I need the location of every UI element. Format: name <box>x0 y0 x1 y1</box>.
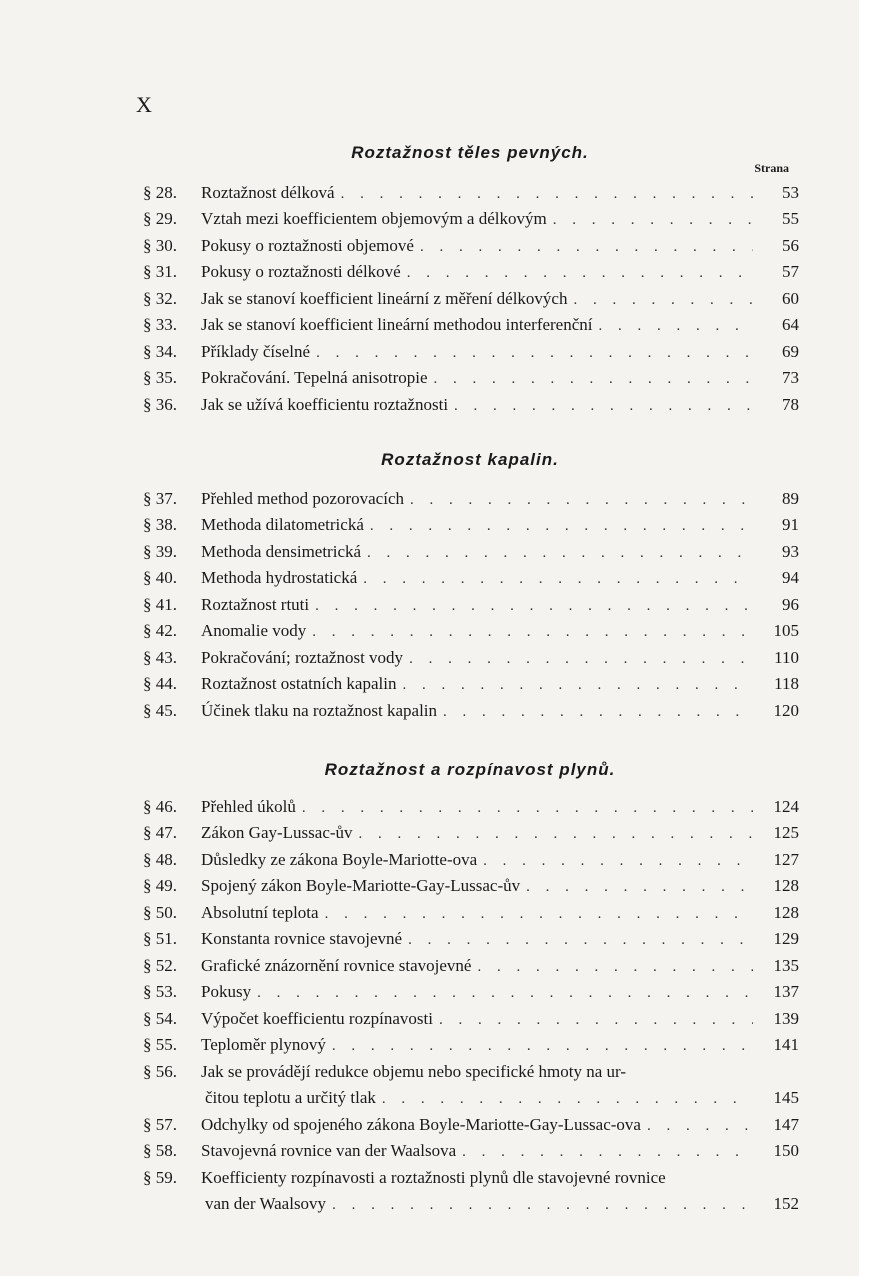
page-reference: 120 <box>773 700 799 720</box>
toc-entry <box>143 668 799 695</box>
entry-title: Příklady číselné <box>201 341 311 361</box>
entry-title: Methoda dilatometrická <box>201 515 364 534</box>
toc-entry <box>143 588 799 615</box>
entry-title-continued: van der Waalsovy <box>205 1194 327 1213</box>
toc-entry-row <box>143 976 799 1003</box>
toc-entry <box>143 282 799 309</box>
entry-title: Pokračování. Tepelná anisotropie <box>201 368 428 387</box>
toc-entry-row <box>143 668 799 695</box>
toc-entry-row <box>143 388 799 415</box>
page-reference: 128 <box>773 902 799 922</box>
toc-entry <box>143 949 799 976</box>
dot-leader <box>332 1038 753 1055</box>
entry-title: Vztah mezi koefficientem objemovým a délkovým <box>201 209 547 228</box>
section-number: § 35. <box>143 368 177 387</box>
page-reference: 135 <box>773 955 799 975</box>
entry-title: Koefficienty rozpínavosti a roztažnosti plynů dle stavojevné rovnice <box>201 1167 666 1187</box>
toc-entry <box>143 1055 799 1108</box>
page-reference: 78 <box>782 394 799 414</box>
entry-title: Stavojevná rovnice van der Waalsova <box>201 1141 457 1160</box>
page-reference: 93 <box>782 541 799 561</box>
toc-entry <box>143 976 799 1003</box>
toc-entry-row <box>143 176 799 203</box>
section-number: § 31. <box>143 262 177 281</box>
section-number: § 39. <box>143 541 177 561</box>
section-number: § 54. <box>143 1008 177 1028</box>
page-reference: 60 <box>782 288 799 308</box>
dot-leader <box>367 545 753 562</box>
page-reference: 69 <box>782 341 799 361</box>
section-number: § 52. <box>143 955 177 975</box>
toc-entry-row <box>143 1135 799 1162</box>
dot-leader <box>402 677 753 694</box>
toc-entry <box>143 896 799 923</box>
section-number: § 38. <box>143 515 177 534</box>
toc-entry-row <box>143 256 799 283</box>
entry-title: Methoda hydrostatická <box>201 568 358 587</box>
strana-label: Strana <box>754 161 789 175</box>
entry-title: Konstanta rovnice stavojevné <box>201 929 403 948</box>
toc-entry-row <box>143 335 799 362</box>
page-reference: 94 <box>782 568 799 587</box>
section-number: § 53. <box>143 982 177 1001</box>
entry-title: Jak se provádějí redukce objemu nebo specifické hmoty na ur- <box>201 1061 626 1081</box>
toc-entry-row <box>143 203 799 230</box>
toc-entry <box>143 256 799 283</box>
dot-leader <box>647 1118 753 1135</box>
toc-entry <box>143 1161 799 1214</box>
page-reference: 91 <box>782 515 799 534</box>
toc-entry <box>143 1108 799 1135</box>
toc-entry-row <box>143 615 799 642</box>
toc-entry <box>143 229 799 256</box>
toc-entry <box>143 562 799 589</box>
entry-title: Roztažnost délková <box>201 182 335 202</box>
section-number: § 33. <box>143 315 177 334</box>
section-number: § 48. <box>143 849 177 869</box>
section-number: § 58. <box>143 1141 177 1160</box>
page-reference: 64 <box>782 315 799 334</box>
entry-title: Anomalie vody <box>201 621 307 640</box>
toc-entry-row <box>143 1161 799 1188</box>
entry-title: Zákon Gay-Lussac-ův <box>201 823 353 842</box>
toc-entry <box>143 870 799 897</box>
page-reference: 139 <box>773 1008 799 1028</box>
toc-entry <box>143 641 799 668</box>
section-number: § 44. <box>143 674 177 693</box>
toc-entry-row <box>143 641 799 668</box>
dot-leader <box>407 265 753 282</box>
entry-title: Jak se stanoví koefficient lineární z měření délkových <box>201 288 568 308</box>
section-number: § 43. <box>143 647 177 667</box>
section-number: § 51. <box>143 929 177 948</box>
entry-title-continued: čitou teplotu a určitý tlak <box>205 1088 376 1107</box>
toc-entry <box>143 509 799 536</box>
entry-title: Absolutní teplota <box>201 902 319 922</box>
toc-entry-row <box>143 843 799 870</box>
page-reference: 55 <box>782 209 799 228</box>
section-number: § 49. <box>143 876 177 895</box>
page-reference: 96 <box>782 594 799 614</box>
entry-title: Pokusy o roztažnosti objemové <box>201 235 414 255</box>
toc-list-gases <box>143 790 799 1214</box>
entry-title: Přehled úkolů <box>201 796 296 816</box>
page-reference: 56 <box>782 235 799 255</box>
section-number: § 30. <box>143 235 177 255</box>
dot-leader <box>599 318 754 335</box>
toc-entry <box>143 335 799 362</box>
entry-title: Pokračování; roztažnost vody <box>201 647 404 667</box>
section-number: § 40. <box>143 568 177 587</box>
toc-entry-row <box>143 694 799 721</box>
page-reference: 141 <box>773 1035 799 1054</box>
toc-entry-row <box>143 1029 799 1056</box>
entry-title: Methoda densimetrická <box>201 541 362 561</box>
dot-leader <box>341 186 753 203</box>
dot-leader <box>462 1144 753 1161</box>
section-heading-liquids: Roztažnost kapalin. <box>381 450 559 469</box>
section-heading-gases: Roztažnost a rozpínavost plynů. <box>324 760 616 779</box>
toc-entry <box>143 482 799 509</box>
toc-entry-row <box>143 1002 799 1029</box>
toc-entry <box>143 176 799 203</box>
entry-title: Roztažnost ostatních kapalin <box>201 674 397 693</box>
entry-title: Výpočet koefficientu rozpínavosti <box>201 1008 433 1028</box>
toc-entry-row <box>143 309 799 336</box>
dot-leader <box>257 985 753 1002</box>
toc-entry-row <box>143 1108 799 1135</box>
dot-leader <box>332 1197 753 1214</box>
dot-leader <box>439 1012 753 1029</box>
page-reference: 118 <box>774 674 799 693</box>
section-number: § 45. <box>143 700 177 720</box>
toc-entry-row <box>143 229 799 256</box>
section-number: § 42. <box>143 621 177 640</box>
section-number: § 50. <box>143 902 177 922</box>
toc-entry-row <box>143 949 799 976</box>
dot-leader <box>316 345 753 362</box>
page-reference: 129 <box>773 929 799 948</box>
section-number: § 37. <box>143 488 177 508</box>
dot-leader <box>359 826 753 843</box>
page-edge <box>859 0 871 1276</box>
page-reference: 150 <box>773 1141 799 1160</box>
page-reference: 105 <box>773 621 799 640</box>
toc-entry <box>143 203 799 230</box>
toc-entry-row <box>143 1055 799 1082</box>
toc-entry <box>143 388 799 415</box>
section-number: § 34. <box>143 341 177 361</box>
page-reference: 145 <box>773 1088 799 1107</box>
toc-entry <box>143 615 799 642</box>
page-reference: 57 <box>782 262 799 281</box>
toc-entry-row-continued <box>143 1082 799 1109</box>
section-number: § 41. <box>143 594 177 614</box>
dot-leader <box>410 492 753 509</box>
dot-leader <box>325 906 753 923</box>
section-number: § 55. <box>143 1035 177 1054</box>
entry-title: Pokusy o roztažnosti délkové <box>201 262 401 281</box>
dot-leader <box>454 398 753 415</box>
section-number: § 28. <box>143 182 177 202</box>
dot-leader <box>420 239 753 256</box>
toc-entry <box>143 362 799 389</box>
toc-entry-row <box>143 509 799 536</box>
section-number: § 59. <box>143 1167 177 1187</box>
dot-leader <box>477 959 753 976</box>
section-number: § 47. <box>143 823 177 842</box>
toc-entry-row <box>143 790 799 817</box>
dot-leader <box>382 1091 753 1108</box>
entry-title: Odchylky od spojeného zákona Boyle-Mariotte-Gay-Lussac-ova <box>201 1114 641 1134</box>
entry-title: Účinek tlaku na roztažnost kapalin <box>201 700 438 720</box>
page-number: X <box>136 92 153 117</box>
toc-entry-row <box>143 923 799 950</box>
dot-leader <box>483 853 753 870</box>
entry-title: Teploměr plynový <box>201 1035 326 1054</box>
toc-entry-row <box>143 535 799 562</box>
page-reference: 128 <box>773 876 799 895</box>
section-number: § 56. <box>143 1061 177 1081</box>
page-reference: 152 <box>773 1194 799 1213</box>
dot-leader <box>434 371 753 388</box>
entry-title: Důsledky ze zákona Boyle-Mariotte-ova <box>201 849 478 869</box>
toc-entry-row <box>143 282 799 309</box>
dot-leader <box>312 624 753 641</box>
entry-title: Spojený zákon Boyle-Mariotte-Gay-Lussac-ův <box>201 876 521 895</box>
page-reference: 125 <box>773 823 799 842</box>
toc-entry <box>143 694 799 721</box>
dot-leader <box>315 598 753 615</box>
toc-entry <box>143 843 799 870</box>
page-reference: 124 <box>773 796 799 816</box>
section-number: § 36. <box>143 394 177 414</box>
toc-list-liquids <box>143 482 799 721</box>
toc-entry-row <box>143 896 799 923</box>
page-reference: 127 <box>773 849 799 869</box>
page-reference: 147 <box>773 1114 799 1134</box>
toc-entry-row <box>143 588 799 615</box>
dot-leader <box>526 879 753 896</box>
dot-leader <box>443 704 753 721</box>
toc-list-solids <box>143 176 799 415</box>
toc-entry <box>143 1135 799 1162</box>
toc-entry <box>143 923 799 950</box>
entry-title: Grafické znázornění rovnice stavojevné <box>201 955 472 975</box>
toc-entry-row <box>143 482 799 509</box>
toc-entry <box>143 535 799 562</box>
toc-entry <box>143 1029 799 1056</box>
toc-entry-row <box>143 562 799 589</box>
dot-leader <box>370 518 753 535</box>
entry-title: Jak se stanoví koefficient lineární methodou interferenční <box>201 315 593 334</box>
dot-leader <box>553 212 753 229</box>
dot-leader <box>408 932 753 949</box>
entry-title: Roztažnost rtuti <box>201 594 310 614</box>
toc-entry <box>143 790 799 817</box>
toc-entry <box>143 1002 799 1029</box>
entry-title: Přehled method pozorovacích <box>201 488 404 508</box>
toc-entry <box>143 817 799 844</box>
entry-title: Pokusy <box>201 982 252 1001</box>
entry-title: Jak se užívá koefficientu roztažnosti <box>201 394 449 414</box>
page-reference: 110 <box>774 647 799 667</box>
toc-entry-row <box>143 817 799 844</box>
dot-leader <box>363 571 753 588</box>
page-reference: 73 <box>782 368 799 387</box>
section-number: § 46. <box>143 796 177 816</box>
toc-entry <box>143 309 799 336</box>
toc-entry-row <box>143 870 799 897</box>
page-reference: 137 <box>773 982 799 1001</box>
dot-leader <box>409 651 753 668</box>
toc-entry-row-continued <box>143 1188 799 1215</box>
section-number: § 57. <box>143 1114 177 1134</box>
page-reference: 89 <box>782 488 799 508</box>
page-reference: 53 <box>782 182 799 202</box>
toc-entry-row <box>143 362 799 389</box>
section-number: § 32. <box>143 288 177 308</box>
dot-leader <box>573 292 753 309</box>
dot-leader <box>302 800 753 817</box>
section-number: § 29. <box>143 209 177 228</box>
section-heading-solids: Roztažnost těles pevných. <box>351 143 589 162</box>
